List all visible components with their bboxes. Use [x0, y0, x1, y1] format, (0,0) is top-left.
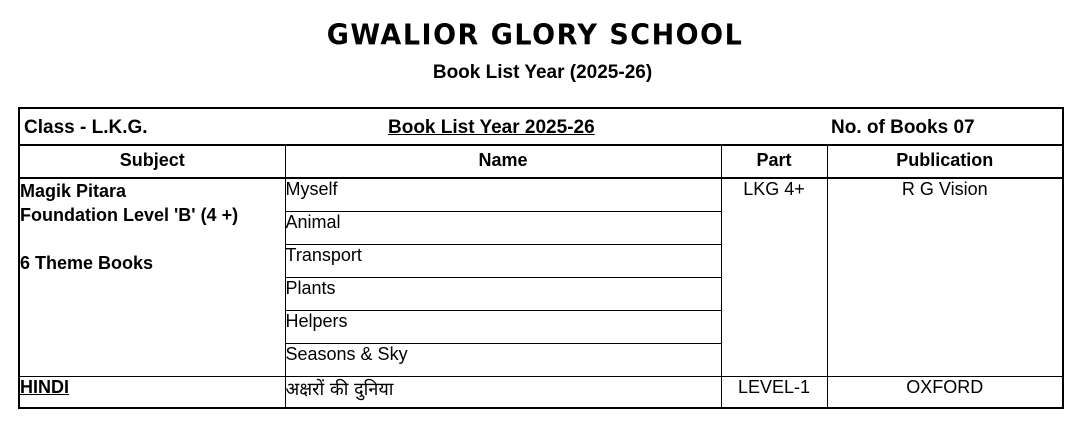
subject-cell — [20, 178, 285, 377]
table-row — [20, 178, 1062, 212]
table-header-row — [20, 144, 1062, 178]
book-count-label: No. of Books 07 — [831, 117, 975, 138]
year-label: Book List Year 2025-26 — [388, 117, 595, 138]
column-header-subject: Subject — [20, 144, 285, 178]
table-row — [20, 377, 1062, 410]
column-header-publication: Publication — [827, 144, 1062, 178]
book-name: Myself — [285, 178, 721, 212]
subject-level: Foundation Level 'B' (4 +) — [20, 205, 239, 225]
column-header-name: Name — [285, 144, 721, 178]
book-list-subtitle: Book List Year (2025-26) — [432, 62, 653, 83]
publication-cell: R G Vision — [827, 178, 1062, 377]
book-name: Seasons & Sky — [285, 344, 721, 377]
book-name: अक्षरों की दुनिया — [285, 377, 721, 410]
book-name: Transport — [285, 245, 721, 278]
class-label: Class - L.K.G. — [24, 117, 148, 138]
book-name: Plants — [285, 278, 721, 311]
publication-cell: OXFORD — [827, 377, 1062, 410]
school-name: GWALIOR GLORY SCHOOL — [326, 19, 744, 52]
column-header-part: Part — [721, 144, 827, 178]
class-info-row — [20, 109, 1062, 146]
subject-theme-count: 6 Theme Books — [20, 253, 154, 273]
book-name: Animal — [285, 212, 721, 245]
subject-series-name: Magik Pitara — [20, 181, 127, 201]
book-list-table — [20, 144, 1062, 409]
book-list-table-frame — [18, 107, 1064, 409]
part-cell: LKG 4+ — [721, 178, 827, 377]
subject-cell: HINDI — [20, 377, 285, 410]
book-name: Helpers — [285, 311, 721, 344]
part-cell: LEVEL-1 — [721, 377, 827, 410]
